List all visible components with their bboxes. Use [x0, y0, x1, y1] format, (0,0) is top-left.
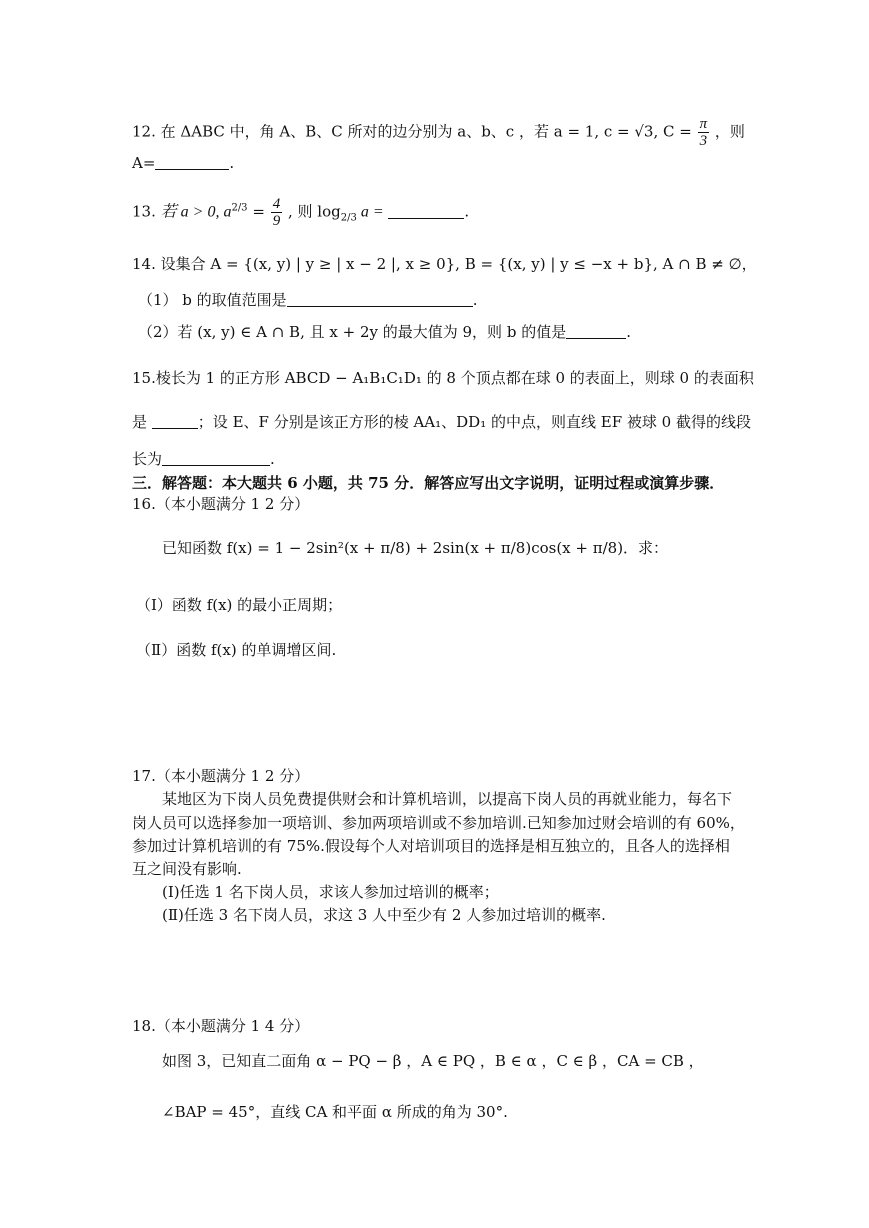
q15-line2a: 是	[132, 413, 148, 431]
question-18-header	[132, 1016, 309, 1036]
question-12	[132, 116, 745, 149]
section-3-text: 三．解答题：本大题共 6 小题，共 75 分．解答应写出文字说明，证明过程或演算步骤．	[132, 474, 725, 492]
question-15-line3: 长为 .	[132, 450, 275, 468]
question-14-part2: （2）若 (x, y) ∈ A ∩ B, 且 x + 2y 的最大值为 9，则 b 的值是 .	[138, 323, 631, 341]
q13-number: 13.	[132, 202, 156, 221]
q14-number: 14.	[132, 255, 156, 273]
q17-part-i-text: (Ⅰ)任选 1 名下岗人员，求该人参加过培训的概率；	[162, 883, 499, 901]
q17-line4-text: 互之间没有影响.	[132, 860, 242, 878]
q13-fraction	[271, 196, 283, 229]
question-15-line1	[132, 368, 754, 388]
q15-surface-area-blank[interactable]	[152, 413, 198, 429]
q17-part-ii-text: (Ⅱ)任选 3 名下岗人员，求这 3 人中至少有 2 人参加过培训的概率.	[162, 906, 606, 924]
q16-part-ii-text: （Ⅱ）函数 f(x) 的单调增区间.	[136, 641, 337, 659]
question-17-header	[132, 766, 309, 786]
q17-line1-text: 某地区为下岗人员免费提供财会和计算机培训，以提高下岗人员的再就业能力，每名下	[162, 790, 733, 808]
q14-part1-blank[interactable]	[287, 291, 473, 307]
q12-fraction	[698, 116, 710, 149]
question-17-line3	[132, 836, 730, 856]
q15-line1-text: 15.棱长为 1 的正方形 ABCD − A₁B₁C₁D₁ 的 8 个顶点都在球 0 的表面上，则球 0 的表面积	[132, 369, 754, 387]
q13-after: , 则 log	[287, 202, 341, 221]
question-17-line2	[132, 813, 745, 833]
q15-segment-length-blank[interactable]	[162, 450, 270, 466]
question-17-line4	[132, 859, 242, 879]
question-18-line2	[162, 1102, 508, 1122]
q14-part2-blank[interactable]	[566, 323, 626, 339]
question-17-part-ii	[162, 905, 606, 925]
q17-line2-text: 岗人员可以选择参加一项培训、参加两项培训或不参加培训.已知参加过财会培训的有 60%，	[132, 814, 745, 832]
q14-part1-text: （1） b 的取值范围是	[138, 291, 287, 309]
question-17-part-i	[162, 882, 499, 902]
q13-log-base: 2/3	[340, 212, 357, 224]
q13-after2: a =	[356, 203, 384, 221]
q16-part-i-text: （Ⅰ）函数 f(x) 的最小正周期；	[136, 596, 343, 614]
question-14	[132, 254, 757, 274]
q17-line3-text: 参加过计算机培训的有 75%.假设每个人对培训项目的选择是相互独立的，且各人的选择相	[132, 837, 730, 855]
q16-given-text: 已知函数 f(x) = 1 − 2sin²(x + π/8) + 2sin(x + π/8)cos(x + π/8)．求：	[162, 539, 669, 557]
question-14-part1: （1） b 的取值范围是 .	[138, 291, 478, 309]
q14-text: 设集合 A = {(x, y) | y ≥ | x − 2 |, x ≥ 0}, B = {(x, y) | y ≤ −x + b}, A ∩ B ≠ ∅，	[160, 255, 757, 273]
q13-frac-den: 9	[272, 213, 281, 229]
q15-line3-label: 长为	[132, 450, 163, 468]
question-13: 13. 若 a > 0, $a^{2/3}$ = $\frac{4}{9}$ , 则 $\log_{2/3} a$ = .	[132, 196, 470, 229]
q15-line2b: ；设 E、F 分别是该正方形的棱 AA₁、DD₁ 的中点，则直线 EF 被球 0 截得的线段	[197, 413, 751, 431]
q13-text: 若 a > 0, a	[160, 203, 232, 221]
q18-line1-text: 如图 3，已知直二面角 α − PQ − β ，A ∈ PQ ，B ∈ α ，C ∈ β ，CA = CB ，	[162, 1052, 704, 1070]
q12-after: ，则	[714, 122, 745, 141]
question-18-line1	[162, 1051, 704, 1071]
question-16-part-i	[136, 595, 342, 615]
q12-text: 在 ΔABC 中，角 A、B、C 所对的边分别为 a、b、c ，若 a = 1, c = √3, C =	[160, 122, 692, 141]
question-16-given	[162, 538, 668, 558]
q16-header-text: 16.（本小题满分 1 2 分）	[132, 495, 310, 513]
question-15-line2	[132, 412, 751, 432]
q12-frac-den: 3	[699, 133, 708, 149]
q13-answer-blank[interactable]	[388, 203, 464, 219]
q13-exponent: 2/3	[231, 202, 248, 214]
q12-answer-blank[interactable]	[155, 154, 229, 170]
question-17-line1	[162, 789, 732, 809]
q18-line2-text: ∠BAP = 45°，直线 CA 和平面 α 所成的角为 30°.	[162, 1103, 508, 1121]
q13-eq: =	[252, 202, 265, 221]
q12-frac-num: π	[699, 116, 708, 132]
question-16-header	[132, 494, 309, 514]
q12-number: 12.	[132, 122, 156, 141]
q12-answer-label: A=	[132, 154, 156, 172]
q13-frac-num: 4	[272, 196, 281, 212]
q17-header-text: 17.（本小题满分 1 2 分）	[132, 767, 310, 785]
question-16-part-ii	[136, 640, 336, 660]
question-12-answer-line: A= .	[132, 154, 235, 172]
q18-header-text: 18.（本小题满分 1 4 分）	[132, 1017, 310, 1035]
q14-part2-text: （2）若 (x, y) ∈ A ∩ B, 且 x + 2y 的最大值为 9，则 b 的值是	[138, 323, 567, 341]
section-3-heading	[132, 473, 724, 493]
